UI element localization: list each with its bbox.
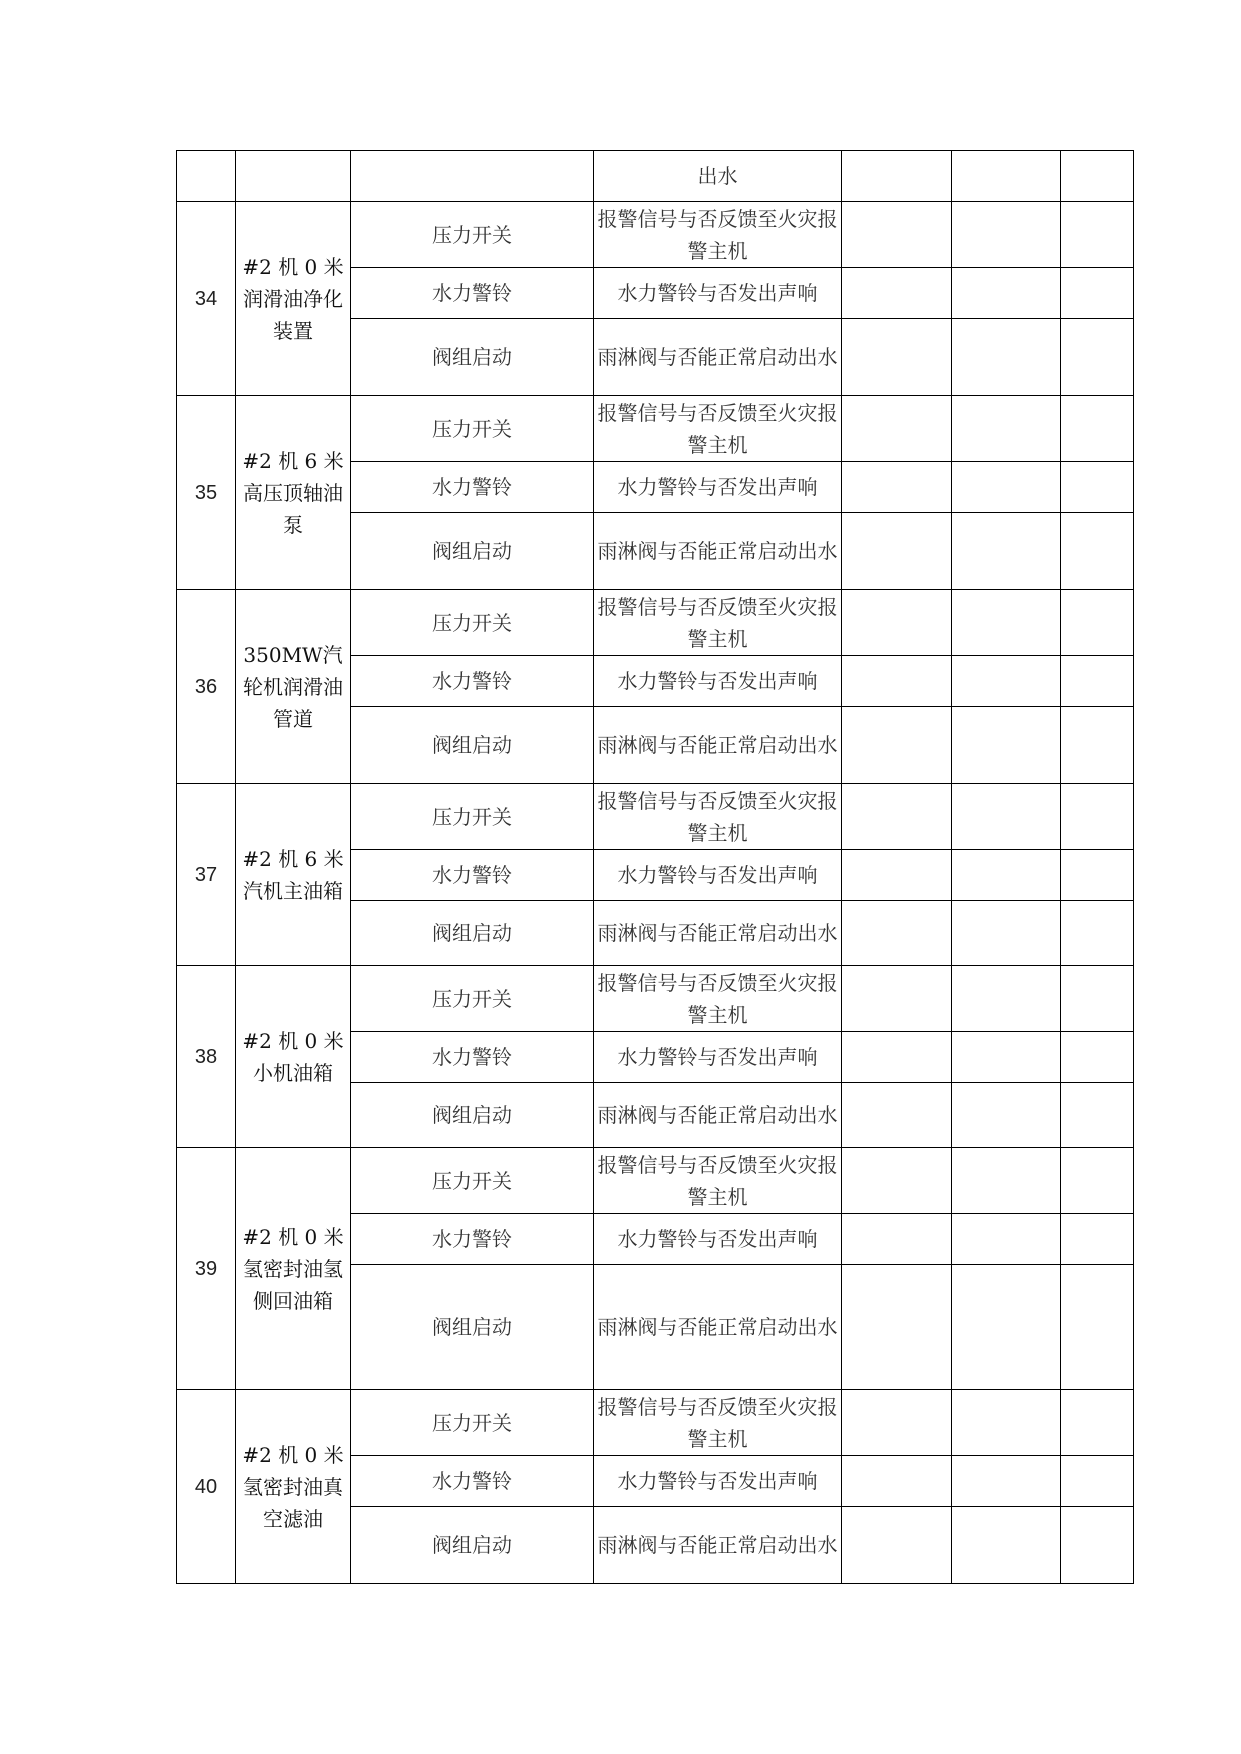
blank-cell bbox=[842, 202, 952, 268]
blank-cell bbox=[1061, 784, 1134, 850]
blank-cell bbox=[1061, 1456, 1134, 1507]
blank-cell bbox=[952, 850, 1061, 901]
blank-cell bbox=[842, 1032, 952, 1083]
check-result: 雨淋阀与否能正常启动出水 bbox=[594, 1083, 842, 1148]
blank-cell bbox=[952, 319, 1061, 396]
check-item: 水力警铃 bbox=[351, 1456, 594, 1507]
blank-cell bbox=[842, 1214, 952, 1265]
blank-cell bbox=[1061, 1507, 1134, 1584]
blank-cell bbox=[842, 1265, 952, 1390]
table-row bbox=[177, 396, 1134, 462]
equipment-name: #2 机 0 米氢密封油氢侧回油箱 bbox=[236, 1148, 351, 1390]
blank-cell bbox=[1061, 966, 1134, 1032]
blank-cell bbox=[1061, 1214, 1134, 1265]
blank-cell bbox=[952, 707, 1061, 784]
blank-cell bbox=[842, 901, 952, 966]
blank-cell bbox=[952, 901, 1061, 966]
table-row bbox=[177, 1148, 1134, 1214]
blank-cell bbox=[952, 151, 1061, 202]
blank-cell bbox=[1061, 1265, 1134, 1390]
equipment-name: #2 机 0 米氢密封油真空滤油 bbox=[236, 1390, 351, 1584]
check-item: 水力警铃 bbox=[351, 462, 594, 513]
check-item: 压力开关 bbox=[351, 784, 594, 850]
row-number: 36 bbox=[177, 590, 236, 784]
blank-cell bbox=[842, 656, 952, 707]
check-result: 雨淋阀与否能正常启动出水 bbox=[594, 901, 842, 966]
check-result: 雨淋阀与否能正常启动出水 bbox=[594, 1507, 842, 1584]
blank-cell bbox=[1061, 850, 1134, 901]
blank-cell bbox=[952, 396, 1061, 462]
blank-cell bbox=[952, 268, 1061, 319]
blank-cell bbox=[952, 1390, 1061, 1456]
check-result: 报警信号与否反馈至火灾报警主机 bbox=[594, 1390, 842, 1456]
check-item: 水力警铃 bbox=[351, 850, 594, 901]
check-result: 报警信号与否反馈至火灾报警主机 bbox=[594, 396, 842, 462]
blank-cell bbox=[952, 1148, 1061, 1214]
check-item: 压力开关 bbox=[351, 202, 594, 268]
check-item: 水力警铃 bbox=[351, 1032, 594, 1083]
blank-cell bbox=[1061, 396, 1134, 462]
inspection-table bbox=[176, 150, 1134, 1584]
check-result: 报警信号与否反馈至火灾报警主机 bbox=[594, 202, 842, 268]
check-result: 报警信号与否反馈至火灾报警主机 bbox=[594, 590, 842, 656]
blank-cell bbox=[952, 1214, 1061, 1265]
check-result: 水力警铃与否发出声响 bbox=[594, 1032, 842, 1083]
row-number: 35 bbox=[177, 396, 236, 590]
check-result: 水力警铃与否发出声响 bbox=[594, 1214, 842, 1265]
check-result: 水力警铃与否发出声响 bbox=[594, 462, 842, 513]
blank-cell bbox=[1061, 901, 1134, 966]
blank-cell bbox=[1061, 513, 1134, 590]
blank-cell bbox=[1061, 462, 1134, 513]
check-item: 阀组启动 bbox=[351, 1507, 594, 1584]
blank-cell bbox=[952, 1507, 1061, 1584]
check-result: 水力警铃与否发出声响 bbox=[594, 1456, 842, 1507]
blank-cell bbox=[1061, 1390, 1134, 1456]
check-item: 阀组启动 bbox=[351, 1083, 594, 1148]
equipment-name: #2 机 0 米润滑油净化装置 bbox=[236, 202, 351, 396]
blank-cell bbox=[952, 784, 1061, 850]
check-result: 水力警铃与否发出声响 bbox=[594, 850, 842, 901]
check-item: 压力开关 bbox=[351, 1390, 594, 1456]
blank-cell bbox=[842, 1456, 952, 1507]
blank-cell bbox=[842, 462, 952, 513]
row-number: 34 bbox=[177, 202, 236, 396]
blank-cell bbox=[952, 1032, 1061, 1083]
blank-cell bbox=[842, 707, 952, 784]
blank-cell bbox=[842, 396, 952, 462]
blank-cell bbox=[952, 656, 1061, 707]
blank-cell bbox=[1061, 151, 1134, 202]
blank-cell bbox=[1061, 656, 1134, 707]
check-result: 雨淋阀与否能正常启动出水 bbox=[594, 513, 842, 590]
blank-cell bbox=[952, 1265, 1061, 1390]
check-item: 阀组启动 bbox=[351, 901, 594, 966]
blank-cell bbox=[1061, 1032, 1134, 1083]
table-row bbox=[177, 966, 1134, 1032]
blank-cell bbox=[842, 784, 952, 850]
row-number: 37 bbox=[177, 784, 236, 966]
blank-cell bbox=[1061, 1083, 1134, 1148]
check-result: 雨淋阀与否能正常启动出水 bbox=[594, 319, 842, 396]
table-row bbox=[177, 784, 1134, 850]
blank-cell bbox=[952, 590, 1061, 656]
blank-cell bbox=[842, 1083, 952, 1148]
blank-cell bbox=[842, 513, 952, 590]
row-number bbox=[177, 151, 236, 202]
check-item: 阀组启动 bbox=[351, 1265, 594, 1390]
blank-cell bbox=[842, 850, 952, 901]
check-item: 阀组启动 bbox=[351, 707, 594, 784]
blank-cell bbox=[842, 590, 952, 656]
table-row bbox=[177, 1390, 1134, 1456]
blank-cell bbox=[1061, 319, 1134, 396]
check-item: 压力开关 bbox=[351, 396, 594, 462]
blank-cell bbox=[842, 151, 952, 202]
blank-cell bbox=[1061, 707, 1134, 784]
check-result: 报警信号与否反馈至火灾报警主机 bbox=[594, 784, 842, 850]
check-result: 报警信号与否反馈至火灾报警主机 bbox=[594, 1148, 842, 1214]
check-item: 水力警铃 bbox=[351, 1214, 594, 1265]
blank-cell bbox=[842, 1507, 952, 1584]
equipment-name: 350MW汽轮机润滑油管道 bbox=[236, 590, 351, 784]
blank-cell bbox=[952, 462, 1061, 513]
blank-cell bbox=[842, 319, 952, 396]
check-item: 压力开关 bbox=[351, 1148, 594, 1214]
equipment-name bbox=[236, 151, 351, 202]
blank-cell bbox=[952, 966, 1061, 1032]
check-item bbox=[351, 151, 594, 202]
blank-cell bbox=[842, 1390, 952, 1456]
blank-cell bbox=[842, 1148, 952, 1214]
blank-cell bbox=[842, 268, 952, 319]
table-row bbox=[177, 202, 1134, 268]
check-result: 出水 bbox=[594, 151, 842, 202]
check-item: 水力警铃 bbox=[351, 656, 594, 707]
table-row bbox=[177, 151, 1134, 202]
equipment-name: #2 机 6 米汽机主油箱 bbox=[236, 784, 351, 966]
check-result: 雨淋阀与否能正常启动出水 bbox=[594, 1265, 842, 1390]
blank-cell bbox=[952, 1456, 1061, 1507]
check-item: 水力警铃 bbox=[351, 268, 594, 319]
check-item: 阀组启动 bbox=[351, 319, 594, 396]
check-item: 压力开关 bbox=[351, 966, 594, 1032]
table-row bbox=[177, 590, 1134, 656]
blank-cell bbox=[952, 202, 1061, 268]
row-number: 39 bbox=[177, 1148, 236, 1390]
blank-cell bbox=[1061, 590, 1134, 656]
blank-cell bbox=[842, 966, 952, 1032]
check-item: 阀组启动 bbox=[351, 513, 594, 590]
check-result: 雨淋阀与否能正常启动出水 bbox=[594, 707, 842, 784]
check-item: 压力开关 bbox=[351, 590, 594, 656]
row-number: 40 bbox=[177, 1390, 236, 1584]
blank-cell bbox=[952, 513, 1061, 590]
equipment-name: #2 机 0 米小机油箱 bbox=[236, 966, 351, 1148]
blank-cell bbox=[1061, 268, 1134, 319]
check-result: 水力警铃与否发出声响 bbox=[594, 656, 842, 707]
row-number: 38 bbox=[177, 966, 236, 1148]
equipment-name: #2 机 6 米高压顶轴油泵 bbox=[236, 396, 351, 590]
check-result: 报警信号与否反馈至火灾报警主机 bbox=[594, 966, 842, 1032]
blank-cell bbox=[952, 1083, 1061, 1148]
blank-cell bbox=[1061, 202, 1134, 268]
check-result: 水力警铃与否发出声响 bbox=[594, 268, 842, 319]
blank-cell bbox=[1061, 1148, 1134, 1214]
